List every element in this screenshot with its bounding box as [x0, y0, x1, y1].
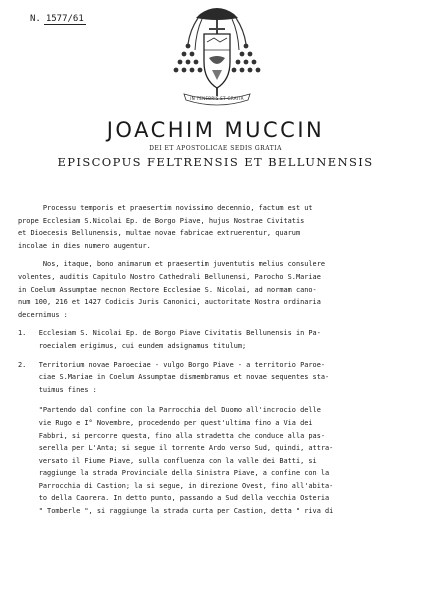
text-line: "Partendo dal confine con la Parrocchia del Duomo all'incrocio delle — [18, 406, 321, 415]
text-line: serella per L'Anta; si segue il torrente Ardo verso Sud, quindi, attra- — [18, 444, 334, 453]
text-line: vie Rugo e I° Novembre, procedendo per quest'ultima fino a Via dei — [18, 418, 313, 427]
text-line: ciae S.Mariae in Coelum Assumptae dismembramus et novae sequentes sta- — [18, 373, 330, 382]
text-line: Fabbri, si percorre questa, fino alla stradetta che conduce alla pas- — [18, 431, 325, 440]
list-item-2 — [18, 359, 426, 397]
text-line: 2. Territorium novae Paroeciae - vulgo Borgo Piave - a territorio Paroe- — [18, 360, 325, 369]
paragraph-decree — [18, 258, 426, 321]
crest-motto: IN TENEBRIS ET GRATIA — [190, 96, 244, 101]
episcopal-coat-of-arms-icon — [162, 0, 272, 110]
text-line: decernimus : — [18, 310, 68, 319]
text-line: " Tomberle ", si raggiunge la strada curta per Castion, detta " riva di — [18, 507, 334, 516]
text-line: Nos, itaque, bono animarum et praesertim juventutis melius consulere — [18, 260, 325, 269]
text-line: 1. Ecclesiam S. Nicolai Ep. de Borgo Piave Civitatis Bellunensis in Pa- — [18, 329, 321, 338]
boundary-quote — [18, 404, 426, 517]
text-line: in Coelum Assumptae necnon Rectore Ecclesiae S. Nicolai, ad normam cano- — [18, 285, 317, 294]
text-line: incolae in dies numero augentur. — [18, 241, 151, 250]
decree-body — [18, 202, 426, 518]
protocol-number — [30, 14, 86, 24]
issuer-name: JOACHIM MUCCIN — [106, 118, 325, 142]
text-line: to della Caorera. In detto punto, passando a Sud della vecchia Osteria — [18, 494, 330, 503]
protocol-value: 1577/61 — [45, 14, 84, 24]
issuer-subtitle: DEI ET APOSTOLICAE SEDIS GRATIA — [149, 145, 282, 152]
text-line: num 100, 216 et 1427 Codicis Juris Canonici, auctoritate Nostra ordinaria — [18, 298, 321, 307]
text-line: versato il Fiume Piave, sulla confluenza con la valle dei Batti, si — [18, 456, 317, 465]
text-line: et Dioecesis Bellunensis, multae novae fabricae extruerentur, quarum — [18, 229, 301, 238]
protocol-prefix: N. — [30, 14, 41, 24]
issuer-title: EPISCOPUS FELTRENSIS ET BELLUNENSIS — [57, 155, 374, 169]
paragraph-intro — [18, 202, 426, 252]
text-line: roecialem erigimus, cui eundem adsignamus titulum; — [18, 341, 247, 350]
text-line: prope Ecclesiam S.Nicolai Ep. de Borgo Piave, hujus Nostrae Civitatis — [18, 216, 305, 225]
text-line: raggiunge la strada Provinciale della Sinistra Piave, a confine con la — [18, 469, 330, 478]
text-line: Parrocchia di Castion; la si segue, in direzione Ovest, fino all'abita- — [18, 481, 334, 490]
text-line: tuimus fines : — [18, 385, 97, 394]
list-item-1 — [18, 327, 426, 352]
text-line: volentes, auditis Capitulo Nostro Cathedrali Bellunensi, Parocho S.Mariae — [18, 272, 321, 281]
text-line: Processu temporis et praesertim novissimo decennio, factum est ut — [18, 204, 313, 212]
